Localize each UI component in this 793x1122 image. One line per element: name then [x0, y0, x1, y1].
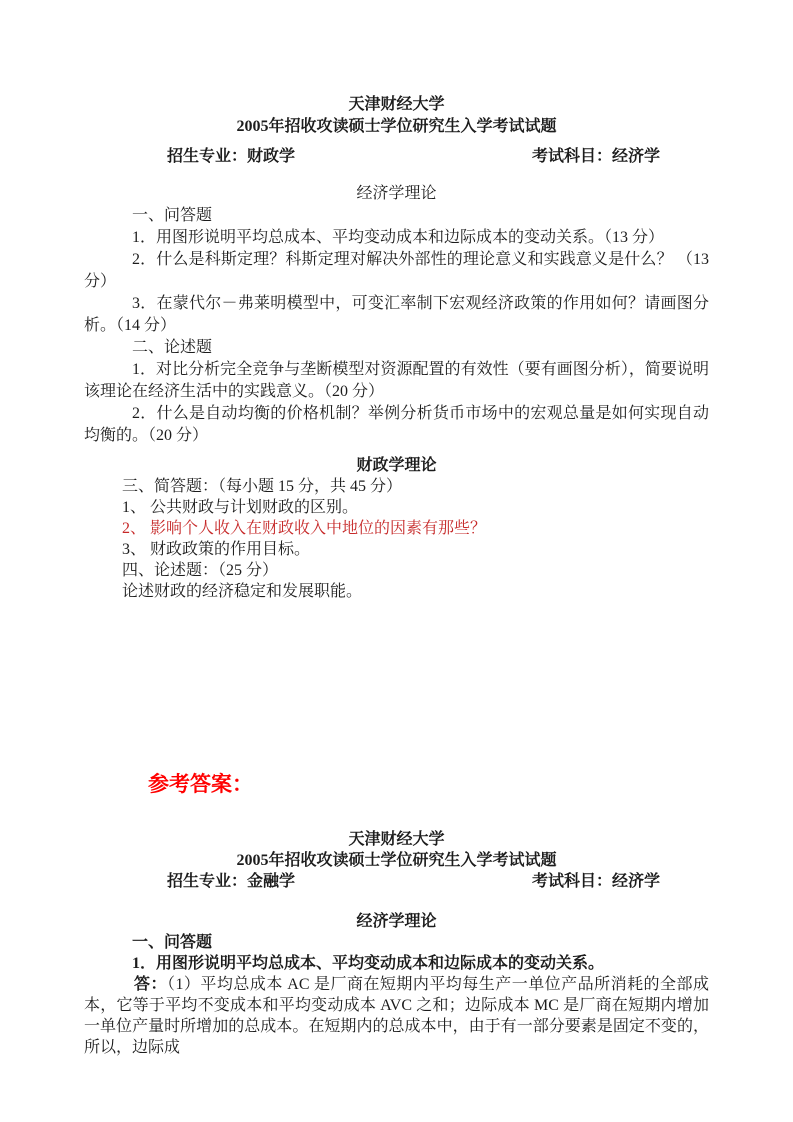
- exam1-essay-question-item: 1．对比分析完全竞争与垄断模型对资源配置的有效性（要有画图分析），简要说明该理论在经济生活中的实践意义。（20 分）: [84, 361, 709, 400]
- exam2-question1: 1．用图形说明平均总成本、平均变动成本和边际成本的变动关系。: [132, 955, 605, 972]
- exam1-econ-theory-heading: 经济学理论: [356, 185, 437, 202]
- answer-label: 答：: [134, 976, 167, 993]
- exam2-subject-label: 考试科目：经济学: [531, 873, 660, 890]
- exam2-part1-heading: 一、问答题: [132, 934, 213, 951]
- exam1-part3-heading: 三、简答题：（每小题 15 分，共 45 分）: [122, 478, 403, 495]
- exam2-econ-theory-heading: 经济学理论: [356, 913, 437, 930]
- answers-section: [84, 829, 709, 1058]
- exam1-university-title: 天津财经大学: [348, 96, 445, 113]
- exam1-part1-heading: 一、问答题: [132, 207, 213, 224]
- exam2-university-title: 天津财经大学: [348, 831, 445, 848]
- exam1-question-item: 3．在蒙代尔－弗莱明模型中，可变汇率制下宏观经济政策的作用如何？请画图分析。（14 分）: [84, 295, 709, 334]
- reference-answers-heading: 参考答案：: [148, 772, 253, 796]
- exam1-exam-title: 2005年招收攻读硕士学位研究生入学考试试题: [236, 118, 557, 135]
- answer-text: （1）平均总成本 AC 是厂商在短期内平均每生产一单位产品所消耗的全部成本，它等于平均不变成本和平均变动成本 AVC 之和；边际成本 MC 是厂商在短期内增加一单位产量时所增加的总成本。在短期内的总成本中，由于有一部分要素是固定不变的，所以，边际成: [84, 976, 709, 1056]
- exam1-red-question-item: 2、 影响个人收入在财政收入中地位的因素有那些？: [122, 520, 487, 537]
- exam1-part2-heading: 二、论述题: [132, 339, 213, 356]
- exam2-major-label: 招生专业：金融学: [167, 873, 296, 890]
- exam1-short-question-item: 1、 公共财政与计划财政的区别。: [122, 499, 359, 516]
- exam1-section: [84, 94, 709, 447]
- exam1-subject-label: 考试科目：经济学: [531, 148, 660, 165]
- exam1-essay-question-item: 2．什么是自动均衡的价格机制？举例分析货币市场中的宏观总量是如何实现自动均衡的。（20 分）: [84, 405, 709, 444]
- exam1-question-item: 2．什么是科斯定理？科斯定理对解决外部性的理论意义和实践意义是什么？ （13 分）: [84, 251, 709, 290]
- exam1-major-label: 招生专业：财政学: [167, 148, 296, 165]
- exam2-spec-row: [84, 871, 709, 892]
- exam1-spec-row: [84, 146, 709, 168]
- exam1-part4-heading: 四、论述题：（25 分）: [122, 562, 279, 579]
- fin-theory-heading: 财政学理论: [356, 457, 437, 474]
- exam1-finance-section: [84, 455, 709, 602]
- exam1-part4-question: 论述财政的经济稳定和发展职能。: [122, 583, 363, 600]
- exam2-exam-title: 2005年招收攻读硕士学位研究生入学考试试题: [236, 852, 557, 869]
- exam1-question-item: 1．用图形说明平均总成本、平均变动成本和边际成本的变动关系。（13 分）: [132, 229, 665, 246]
- answer-paragraph: [84, 974, 709, 1058]
- exam1-short-question-item: 3、 财政政策的作用目标。: [122, 541, 311, 558]
